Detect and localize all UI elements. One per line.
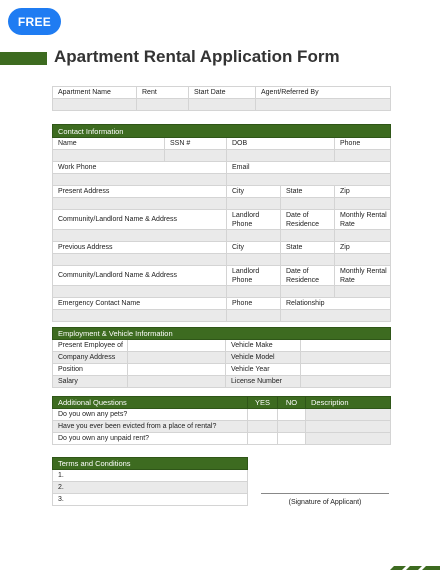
present-landlord-phone-label: Landlord Phone: [227, 210, 281, 230]
apartment-name-label: Apartment Name: [53, 87, 137, 99]
present-community-label: Community/Landlord Name & Address: [53, 210, 227, 230]
previous-community-label: Community/Landlord Name & Address: [53, 266, 227, 286]
company-address-label: Company Address: [53, 352, 128, 364]
emergency-contact-field[interactable]: [53, 310, 227, 322]
salary-field[interactable]: [128, 376, 226, 388]
license-number-field[interactable]: [301, 376, 391, 388]
previous-date-of-residence-field[interactable]: [281, 286, 335, 298]
term-item-1[interactable]: 1.: [53, 470, 248, 482]
pets-yes-cell[interactable]: [248, 409, 278, 421]
evicted-description-cell[interactable]: [306, 421, 391, 433]
previous-city-label: City: [227, 242, 281, 254]
present-state-field[interactable]: [281, 198, 335, 210]
present-city-field[interactable]: [227, 198, 281, 210]
ssn-field[interactable]: [165, 150, 227, 162]
question-unpaid-rent: Do you own any unpaid rent?: [53, 433, 248, 445]
present-city-label: City: [227, 186, 281, 198]
vehicle-make-field[interactable]: [301, 340, 391, 352]
unpaid-rent-yes-cell[interactable]: [248, 433, 278, 445]
agent-label: Agent/Referred By: [256, 87, 391, 99]
previous-address-label: Previous Address: [53, 242, 227, 254]
vehicle-model-label: Vehicle Model: [226, 352, 301, 364]
signature-line[interactable]: [261, 493, 389, 494]
question-evicted: Have you ever been evicted from a place of rental?: [53, 421, 248, 433]
terms-section-header: Terms and Conditions: [53, 458, 248, 470]
present-address-field[interactable]: [53, 198, 227, 210]
emergency-phone-label: Phone: [227, 298, 281, 310]
present-state-label: State: [281, 186, 335, 198]
start-date-field[interactable]: [189, 99, 256, 111]
phone-label: Phone: [335, 138, 391, 150]
position-field[interactable]: [128, 364, 226, 376]
emergency-phone-field[interactable]: [227, 310, 281, 322]
present-date-of-residence-field[interactable]: [281, 230, 335, 242]
contact-info-table: [52, 124, 391, 322]
previous-state-field[interactable]: [281, 254, 335, 266]
yes-column-header: YES: [248, 397, 278, 409]
vehicle-year-field[interactable]: [301, 364, 391, 376]
ssn-label: SSN #: [165, 138, 227, 150]
present-monthly-rent-field[interactable]: [335, 230, 391, 242]
name-field[interactable]: [53, 150, 165, 162]
present-zip-field[interactable]: [335, 198, 391, 210]
company-address-field[interactable]: [128, 352, 226, 364]
previous-landlord-phone-field[interactable]: [227, 286, 281, 298]
footer-stripe-3: [422, 566, 440, 570]
title-accent-bar: [0, 52, 47, 65]
present-monthly-rent-label: Monthly Rental Rate: [335, 210, 391, 230]
start-date-label: Start Date: [189, 87, 256, 99]
evicted-no-cell[interactable]: [278, 421, 306, 433]
previous-address-field[interactable]: [53, 254, 227, 266]
present-employee-label: Present Employee of: [53, 340, 128, 352]
footer-stripe-2: [406, 566, 422, 570]
dob-field[interactable]: [227, 150, 335, 162]
unpaid-rent-description-cell[interactable]: [306, 433, 391, 445]
footer-stripe-1: [390, 566, 406, 570]
description-column-header: Description: [306, 397, 391, 409]
dob-label: DOB: [227, 138, 335, 150]
previous-state-label: State: [281, 242, 335, 254]
rent-label: Rent: [137, 87, 189, 99]
employment-section-header: Employment & Vehicle Information: [53, 328, 391, 340]
email-field[interactable]: [227, 174, 391, 186]
vehicle-year-label: Vehicle Year: [226, 364, 301, 376]
agent-field[interactable]: [256, 99, 391, 111]
vehicle-model-field[interactable]: [301, 352, 391, 364]
present-landlord-phone-field[interactable]: [227, 230, 281, 242]
previous-monthly-rent-label: Monthly Rental Rate: [335, 266, 391, 286]
no-column-header: NO: [278, 397, 306, 409]
pets-description-cell[interactable]: [306, 409, 391, 421]
position-label: Position: [53, 364, 128, 376]
present-employee-field[interactable]: [128, 340, 226, 352]
signature-label: (Signature of Applicant): [288, 499, 362, 506]
additional-questions-table: [52, 396, 391, 445]
apartment-name-field[interactable]: [53, 99, 137, 111]
employment-vehicle-table: [52, 327, 391, 388]
free-badge: FREE: [8, 8, 61, 35]
apartment-info-table: [52, 86, 391, 111]
license-number-label: License Number: [226, 376, 301, 388]
salary-label: Salary: [53, 376, 128, 388]
emergency-contact-label: Emergency Contact Name: [53, 298, 227, 310]
pets-no-cell[interactable]: [278, 409, 306, 421]
present-zip-label: Zip: [335, 186, 391, 198]
rent-field[interactable]: [137, 99, 189, 111]
previous-monthly-rent-field[interactable]: [335, 286, 391, 298]
previous-landlord-phone-label: Landlord Phone: [227, 266, 281, 286]
relationship-field[interactable]: [281, 310, 391, 322]
work-phone-label: Work Phone: [53, 162, 227, 174]
relationship-label: Relationship: [281, 298, 391, 310]
previous-city-field[interactable]: [227, 254, 281, 266]
question-pets: Do you own any pets?: [53, 409, 248, 421]
work-phone-field[interactable]: [53, 174, 227, 186]
contact-section-header: Contact Information: [53, 125, 391, 138]
present-community-field[interactable]: [53, 230, 227, 242]
email-label: Email: [227, 162, 391, 174]
present-date-of-residence-label: Date of Residence: [281, 210, 335, 230]
term-item-3[interactable]: 3.: [53, 494, 248, 506]
term-item-2[interactable]: 2.: [53, 482, 248, 494]
previous-zip-field[interactable]: [335, 254, 391, 266]
page-title: Apartment Rental Application Form: [54, 47, 340, 66]
previous-community-field[interactable]: [53, 286, 227, 298]
previous-date-of-residence-label: Date of Residence: [281, 266, 335, 286]
vehicle-make-label: Vehicle Make: [226, 340, 301, 352]
questions-section-header: Additional Questions: [53, 397, 248, 409]
phone-field[interactable]: [335, 150, 391, 162]
present-address-label: Present Address: [53, 186, 227, 198]
name-label: Name: [53, 138, 165, 150]
previous-zip-label: Zip: [335, 242, 391, 254]
terms-table: [52, 457, 248, 506]
unpaid-rent-no-cell[interactable]: [278, 433, 306, 445]
evicted-yes-cell[interactable]: [248, 421, 278, 433]
